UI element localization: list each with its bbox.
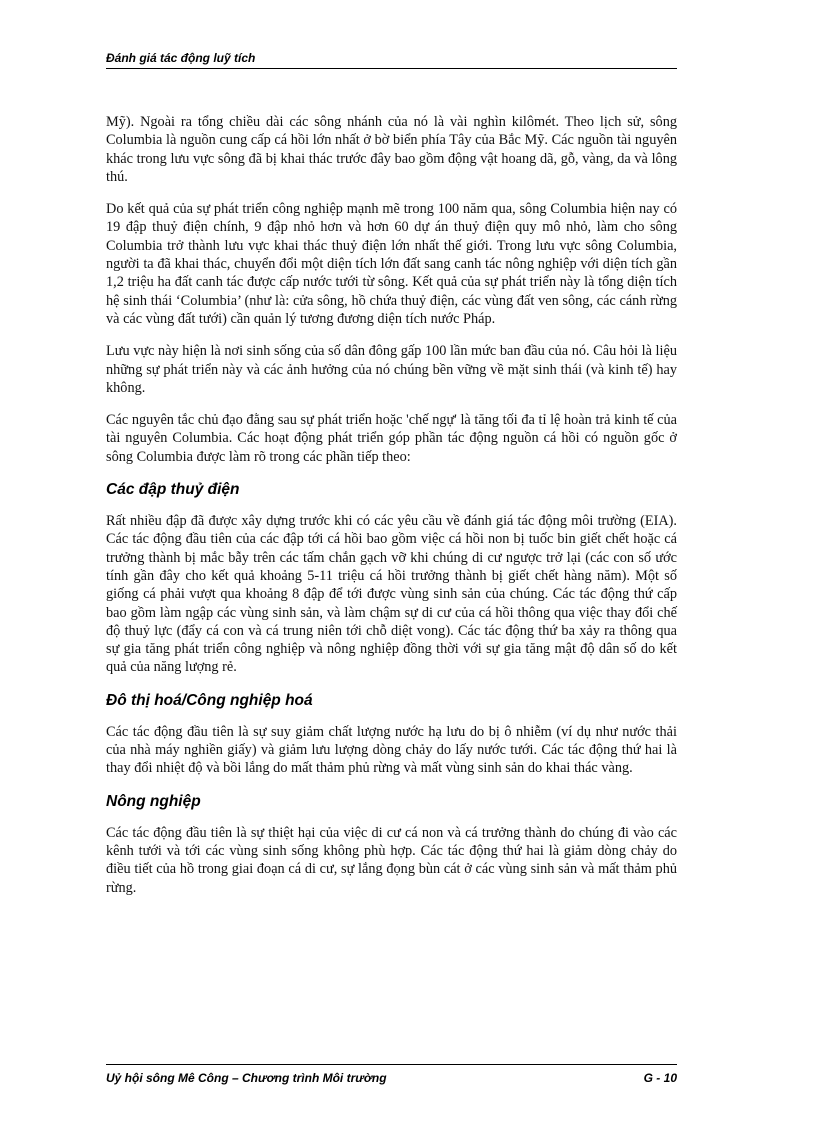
paragraph-urbanization: Các tác động đầu tiên là sự suy giảm chất lượng nước hạ lưu do bị ô nhiễm (ví dụ như nước thải của nhà máy nghiền giấy) và giảm lưu lượng dòng chảy do lấy nước tưới. Các tác động thứ hai là thay đổi nhiệt độ và bồi lắng do mất thảm phủ rừng và mất vùng sinh sản do khai thác vàng. (106, 723, 677, 777)
footer-organization: Uỷ hội sông Mê Công – Chương trình Môi trường (106, 1071, 387, 1085)
heading-dams: Các đập thuỷ điện (106, 481, 240, 499)
heading-urbanization: Đô thị hoá/Công nghiệp hoá (106, 691, 313, 709)
running-header: Đánh giá tác động luỹ tích (106, 51, 256, 65)
page-number: G - 10 (643, 1071, 677, 1085)
paragraph-1: Mỹ). Ngoài ra tổng chiều dài các sông nhánh của nó là vài nghìn kilômét. Theo lịch sử, sông Columbia là nguồn cung cấp cá hồi lớn nhất ở bờ biển phía Tây của Bắc Mỹ. Các nguồn tài nguyên khác trong lưu vực sông đã bị khai thác trước đây bao gồm động vật hoang dã, gỗ, vàng, da và lông thú. (106, 114, 677, 185)
paragraph-3: Lưu vực này hiện là nơi sinh sống của số dân đông gấp 100 lần mức ban đầu của nó. Câu hỏi là liệu những sự phát triển này và các ảnh hưởng của nó chúng bền vững về mặt sinh thái (và kinh tế) hay không. (106, 343, 677, 396)
paragraph-agriculture: Các tác động đầu tiên là sự thiệt hại của việc di cư cá non và cá trưởng thành do chúng đi vào các kênh tưới và tới các vùng sinh sống không phù hợp. Các tác động thứ hai là giảm dòng chảy do điều tiết của hồ trong giai đoạn cá di cư, sự lắng đọng bùn cát ở các vùng sinh sản và mất thảm phủ rừng. (106, 824, 677, 896)
body-text (106, 113, 677, 911)
paragraph-4: Các nguyên tắc chủ đạo đằng sau sự phát triển hoặc 'chế ngự' là tăng tối đa tỉ lệ hoàn trả kinh tế của tài nguyên Columbia. Các hoạt động phát triển góp phần tác động nguồn cá hồi có nguồn gốc ở sông Columbia được làm rõ trong các phần tiếp theo: (106, 412, 677, 465)
footer-divider (106, 1064, 677, 1065)
paragraph-2: Do kết quả của sự phát triển công nghiệp mạnh mẽ trong 100 năm qua, sông Columbia hiện nay có 19 đập thuỷ điện chính, 9 đập nhỏ hơn và hơn 60 dự án thuỷ điện quy mô nhỏ, làm cho sông Columbia trở thành lưu vực khai thác thuỷ điện lớn nhất thế giới. Trong lưu vực sông Columbia, người ta đã khai thác, chuyển đổi một diện tích lớn đất sang canh tác nông nghiệp với diện tích gần 1,2 triệu ha đất canh tác được cấp nước tưới từ sông. Kết quả của sự phát triển này là tổng diện tích hệ sinh thái ‘Columbia’ (như là: cửa sông, hồ chứa thuỷ điện, các vùng đất ven sông, các cánh rừng và các vùng đất tưới) cần quản lý tương đương diện tích nước Pháp. (106, 201, 677, 327)
running-footer (106, 1071, 677, 1085)
heading-agriculture: Nông nghiệp (106, 792, 201, 810)
paragraph-dams: Rất nhiều đập đã được xây dựng trước khi có các yêu cầu về đánh giá tác động môi trường (EIA). Các tác động đầu tiên của các đập tới cá hồi bao gồm việc cá hồi non bị tuốc bin giết chết hoặc cá trưởng thành bị mắc bẫy trên các tấm chắn gạch vỡ khi chúng di cư ngược trở lại (các con số ước tính gần đây cho kết quả khoảng 5-11 triệu cá hồi trưởng thành bị giết chết hàng năm). Một số giống cá phải vượt qua khoảng 8 đập để tới được vùng sinh sản của chúng. Các tác động thứ cấp bao gồm làm ngập các vùng sinh sản, và làm chậm sự di cư của cá hồi thông qua việc thay đổi chế độ thuỷ lực (đẩy cá con và cá trung niên tới chỗ diệt vong). Các tác động thứ ba xảy ra thông qua sự gia tăng phát triển công nghiệp và nông nghiệp đồng thời với sự gia tăng mật độ dân số do kết quả của năng lượng rẻ. (106, 513, 677, 676)
header-divider (106, 68, 677, 69)
